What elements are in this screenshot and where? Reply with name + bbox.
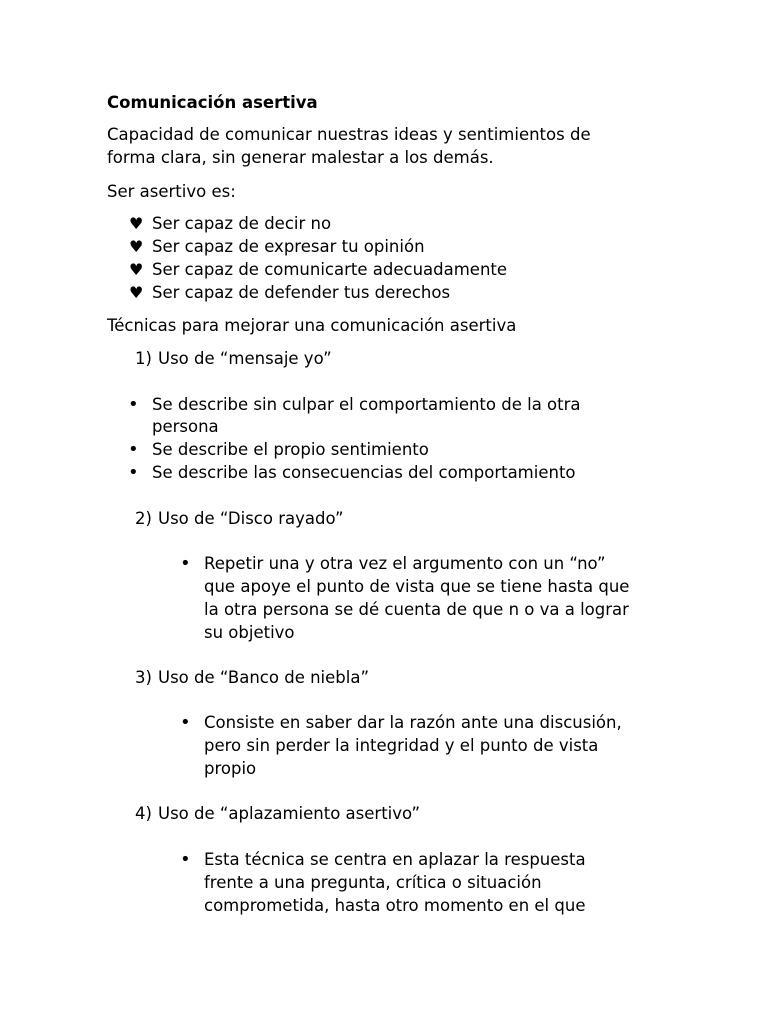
list-item: Ser capaz de defender tus derechos [152,283,451,302]
list-item: Se describe el propio sentimiento [152,440,429,459]
bullet-dot-icon: • [180,553,191,574]
bullet-dot-icon: • [180,712,191,733]
list-item: Ser capaz de comunicarte adecuadamente [152,260,508,279]
tecnica-2-number: 2) [135,509,152,528]
heart-bullet-icon: ♥ [129,283,144,302]
list-item-line: la otra persona se dé cuenta de que n o va a lograr [204,600,629,619]
tecnica-4-heading: Uso de “aplazamiento asertivo” [158,804,421,823]
list-item-continuation: persona [152,417,219,436]
list-item-line: propio [204,759,257,778]
bullet-dot-icon: • [128,394,139,415]
document-title: Comunicación asertiva [107,93,318,112]
bullet-dot-icon: • [180,849,191,870]
heart-bullet-icon: ♥ [129,214,144,233]
list-item: Ser capaz de decir no [152,214,332,233]
list-item-line: su objetivo [204,623,295,642]
tecnica-3-heading: Uso de “Banco de niebla” [158,668,370,687]
intro-line-1: Capacidad de comunicar nuestras ideas y sentimientos de [107,125,591,144]
list-item-line: Esta técnica se centra en aplazar la respuesta [204,850,586,869]
list-item-line: Consiste en saber dar la razón ante una discusión, [204,713,622,732]
tecnica-1-number: 1) [135,349,152,368]
list-item-line: Repetir una y otra vez el argumento con un “no” [204,554,606,573]
list-item: Se describe las consecuencias del comportamiento [152,463,576,482]
tecnica-1-heading: Uso de “mensaje yo” [158,349,332,368]
list-item-line: pero sin perder la integridad y el punto de vista [204,736,599,755]
heart-bullet-icon: ♥ [129,260,144,279]
intro-line-2: forma clara, sin generar malestar a los demás. [107,148,494,167]
list-item-line: comprometida, hasta otro momento en el que [204,896,586,915]
tecnica-4-number: 4) [135,804,152,823]
ser-asertivo-label: Ser asertivo es: [107,182,236,201]
bullet-dot-icon: • [128,462,139,483]
list-item-line: que apoye el punto de vista que se tiene hasta que [204,577,630,596]
heart-bullet-icon: ♥ [129,237,144,256]
list-item: Ser capaz de expresar tu opinión [152,237,425,256]
tecnica-3-number: 3) [135,668,152,687]
tecnica-2-heading: Uso de “Disco rayado” [158,509,344,528]
list-item: Se describe sin culpar el comportamiento de la otra [152,395,581,414]
bullet-dot-icon: • [128,439,139,460]
tecnicas-label: Técnicas para mejorar una comunicación asertiva [107,316,517,335]
list-item-line: frente a una pregunta, crítica o situación [204,873,542,892]
